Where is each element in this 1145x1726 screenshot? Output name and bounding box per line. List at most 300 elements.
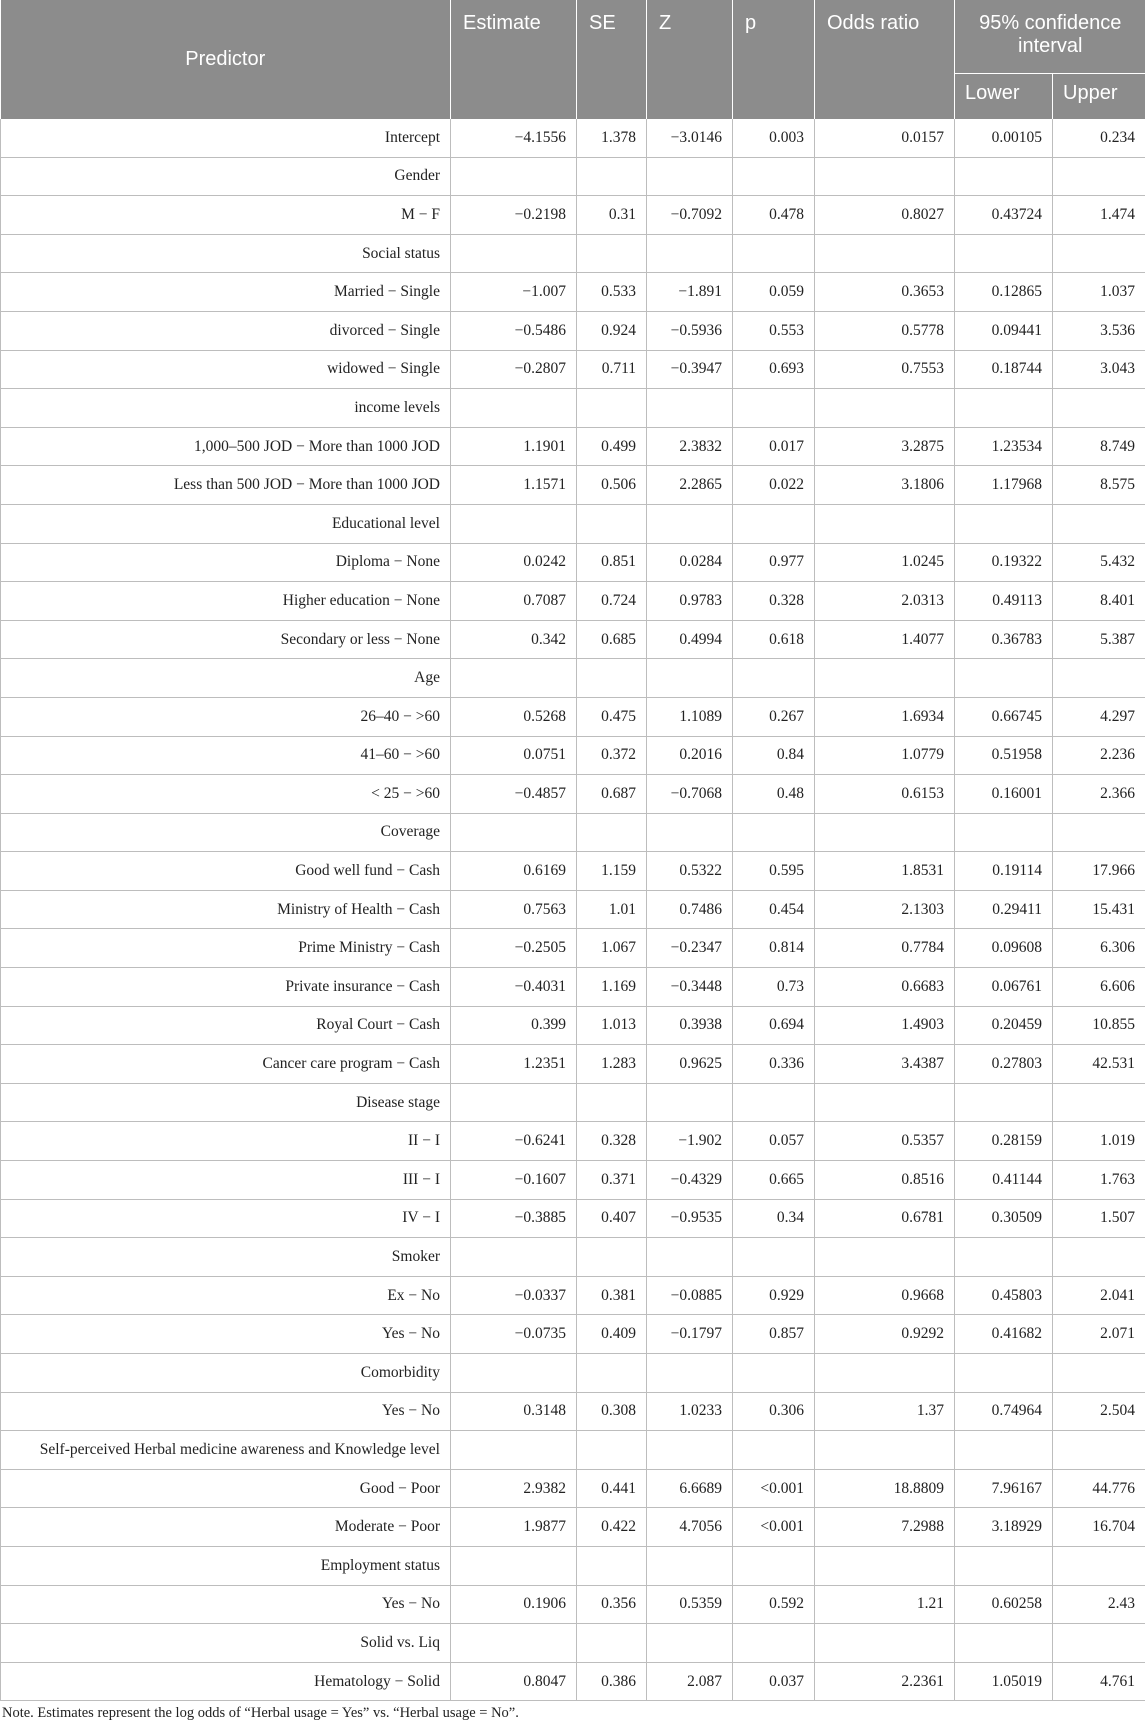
z-cell: −0.3448 <box>647 968 733 1007</box>
se-cell: 0.386 <box>577 1662 647 1701</box>
estimate-cell <box>451 1238 577 1277</box>
lower-cell <box>955 813 1053 852</box>
table-row <box>1 968 1145 1007</box>
odds-ratio-cell <box>815 659 955 698</box>
odds-ratio-cell <box>815 1354 955 1393</box>
table-row <box>1 119 1145 157</box>
estimate-cell: −0.5486 <box>451 311 577 350</box>
lower-cell: 0.09441 <box>955 311 1053 350</box>
predictor-cell: < 25 − >60 <box>1 775 451 814</box>
se-cell: 0.724 <box>577 582 647 621</box>
p-cell: 0.057 <box>733 1122 815 1161</box>
odds-ratio-cell: 0.7784 <box>815 929 955 968</box>
upper-cell: 5.432 <box>1053 543 1145 582</box>
predictor-cell: Cancer care program − Cash <box>1 1045 451 1084</box>
table-row <box>1 582 1145 621</box>
p-cell <box>733 1083 815 1122</box>
table-row <box>1 1469 1145 1508</box>
estimate-cell <box>451 1546 577 1585</box>
z-cell: −1.891 <box>647 273 733 312</box>
se-cell: 0.711 <box>577 350 647 389</box>
predictor-cell: Age <box>1 659 451 698</box>
lower-cell: 3.18929 <box>955 1508 1053 1547</box>
estimate-cell <box>451 1624 577 1663</box>
predictor-cell: II − I <box>1 1122 451 1161</box>
upper-cell: 44.776 <box>1053 1469 1145 1508</box>
se-cell: 1.01 <box>577 890 647 929</box>
predictor-cell: Ex − No <box>1 1276 451 1315</box>
se-cell: 0.441 <box>577 1469 647 1508</box>
upper-cell <box>1053 157 1145 196</box>
z-cell: −0.9535 <box>647 1199 733 1238</box>
predictor-cell: income levels <box>1 389 451 428</box>
p-cell: 0.478 <box>733 196 815 235</box>
p-cell: 0.003 <box>733 119 815 157</box>
se-cell: 0.372 <box>577 736 647 775</box>
z-cell: 0.0284 <box>647 543 733 582</box>
header-odds-ratio: Odds ratio <box>815 0 955 119</box>
lower-cell <box>955 659 1053 698</box>
odds-ratio-cell: 0.8027 <box>815 196 955 235</box>
estimate-cell <box>451 157 577 196</box>
p-cell <box>733 504 815 543</box>
upper-cell: 2.071 <box>1053 1315 1145 1354</box>
z-cell <box>647 157 733 196</box>
se-cell <box>577 234 647 273</box>
estimate-cell: 0.0242 <box>451 543 577 582</box>
predictor-cell: Yes − No <box>1 1315 451 1354</box>
predictor-cell: Hematology − Solid <box>1 1662 451 1701</box>
p-cell: 0.306 <box>733 1392 815 1431</box>
table-body <box>1 119 1145 1701</box>
table-row <box>1 504 1145 543</box>
predictor-cell: Educational level <box>1 504 451 543</box>
estimate-cell <box>451 659 577 698</box>
z-cell: −0.4329 <box>647 1161 733 1200</box>
upper-cell: 8.749 <box>1053 427 1145 466</box>
se-cell: 0.328 <box>577 1122 647 1161</box>
se-cell <box>577 1083 647 1122</box>
table-row <box>1 157 1145 196</box>
predictor-cell: M − F <box>1 196 451 235</box>
se-cell: 1.159 <box>577 852 647 891</box>
se-cell <box>577 1546 647 1585</box>
p-cell <box>733 1431 815 1470</box>
predictor-cell: Less than 500 JOD − More than 1000 JOD <box>1 466 451 505</box>
table-row <box>1 1585 1145 1624</box>
odds-ratio-cell <box>815 389 955 428</box>
estimate-cell: −0.6241 <box>451 1122 577 1161</box>
z-cell: −0.1797 <box>647 1315 733 1354</box>
predictor-cell: 1,000–500 JOD − More than 1000 JOD <box>1 427 451 466</box>
odds-ratio-cell: 3.4387 <box>815 1045 955 1084</box>
se-cell: 0.308 <box>577 1392 647 1431</box>
predictor-cell: Yes − No <box>1 1585 451 1624</box>
predictor-cell: Ministry of Health − Cash <box>1 890 451 929</box>
lower-cell: 1.05019 <box>955 1662 1053 1701</box>
odds-ratio-cell: 1.0779 <box>815 736 955 775</box>
z-cell: 0.5322 <box>647 852 733 891</box>
upper-cell: 2.43 <box>1053 1585 1145 1624</box>
se-cell: 0.407 <box>577 1199 647 1238</box>
header-z: Z <box>647 0 733 119</box>
table-row <box>1 1045 1145 1084</box>
p-cell: 0.267 <box>733 697 815 736</box>
se-cell: 0.499 <box>577 427 647 466</box>
odds-ratio-cell: 0.7553 <box>815 350 955 389</box>
predictor-cell: Moderate − Poor <box>1 1508 451 1547</box>
table-row <box>1 929 1145 968</box>
z-cell <box>647 1083 733 1122</box>
se-cell: 1.283 <box>577 1045 647 1084</box>
table-row <box>1 852 1145 891</box>
z-cell: 2.3832 <box>647 427 733 466</box>
table-row <box>1 1624 1145 1663</box>
p-cell: 0.037 <box>733 1662 815 1701</box>
p-cell: 0.693 <box>733 350 815 389</box>
estimate-cell: 1.1571 <box>451 466 577 505</box>
lower-cell: 0.19322 <box>955 543 1053 582</box>
p-cell <box>733 157 815 196</box>
z-cell <box>647 1238 733 1277</box>
table-row <box>1 1238 1145 1277</box>
table-row <box>1 1662 1145 1701</box>
lower-cell: 0.09608 <box>955 929 1053 968</box>
odds-ratio-cell: 1.6934 <box>815 697 955 736</box>
se-cell: 0.533 <box>577 273 647 312</box>
predictor-cell: Smoker <box>1 1238 451 1277</box>
z-cell: 0.9783 <box>647 582 733 621</box>
se-cell: 0.851 <box>577 543 647 582</box>
se-cell: 0.685 <box>577 620 647 659</box>
p-cell <box>733 1624 815 1663</box>
se-cell <box>577 1238 647 1277</box>
z-cell <box>647 1624 733 1663</box>
estimate-cell: −0.4857 <box>451 775 577 814</box>
estimate-cell: −0.4031 <box>451 968 577 1007</box>
predictor-cell: Higher education − None <box>1 582 451 621</box>
table-row <box>1 273 1145 312</box>
odds-ratio-cell: 0.6781 <box>815 1199 955 1238</box>
header-upper: Upper <box>1053 73 1145 119</box>
table-row <box>1 1199 1145 1238</box>
odds-ratio-cell: 2.0313 <box>815 582 955 621</box>
se-cell: 0.31 <box>577 196 647 235</box>
estimate-cell <box>451 504 577 543</box>
se-cell <box>577 1624 647 1663</box>
z-cell: −0.7092 <box>647 196 733 235</box>
p-cell: 0.592 <box>733 1585 815 1624</box>
z-cell: −0.0885 <box>647 1276 733 1315</box>
estimate-cell: −4.1556 <box>451 119 577 157</box>
upper-cell: 2.236 <box>1053 736 1145 775</box>
z-cell: 0.9625 <box>647 1045 733 1084</box>
se-cell: 0.371 <box>577 1161 647 1200</box>
lower-cell: 0.36783 <box>955 620 1053 659</box>
p-cell <box>733 1354 815 1393</box>
z-cell: −3.0146 <box>647 119 733 157</box>
upper-cell <box>1053 1238 1145 1277</box>
p-cell: 0.34 <box>733 1199 815 1238</box>
predictor-cell: Private insurance − Cash <box>1 968 451 1007</box>
predictor-cell: Prime Ministry − Cash <box>1 929 451 968</box>
z-cell: 0.7486 <box>647 890 733 929</box>
upper-cell <box>1053 1431 1145 1470</box>
predictor-cell: Gender <box>1 157 451 196</box>
upper-cell: 3.043 <box>1053 350 1145 389</box>
p-cell: 0.857 <box>733 1315 815 1354</box>
odds-ratio-cell: 1.0245 <box>815 543 955 582</box>
p-cell: 0.694 <box>733 1006 815 1045</box>
table-row <box>1 1354 1145 1393</box>
z-cell: 0.5359 <box>647 1585 733 1624</box>
lower-cell: 0.18744 <box>955 350 1053 389</box>
se-cell <box>577 813 647 852</box>
predictor-cell: III − I <box>1 1161 451 1200</box>
odds-ratio-cell: 0.5357 <box>815 1122 955 1161</box>
upper-cell: 42.531 <box>1053 1045 1145 1084</box>
z-cell: 0.2016 <box>647 736 733 775</box>
odds-ratio-cell: 0.6683 <box>815 968 955 1007</box>
lower-cell: 0.16001 <box>955 775 1053 814</box>
upper-cell <box>1053 234 1145 273</box>
estimate-cell: 0.399 <box>451 1006 577 1045</box>
se-cell: 0.409 <box>577 1315 647 1354</box>
table-row <box>1 775 1145 814</box>
odds-ratio-cell <box>815 813 955 852</box>
lower-cell: 0.28159 <box>955 1122 1053 1161</box>
predictor-cell: Disease stage <box>1 1083 451 1122</box>
table-row <box>1 427 1145 466</box>
z-cell: 4.7056 <box>647 1508 733 1547</box>
upper-cell <box>1053 813 1145 852</box>
odds-ratio-cell <box>815 1624 955 1663</box>
odds-ratio-cell: 0.6153 <box>815 775 955 814</box>
estimate-cell: −0.2198 <box>451 196 577 235</box>
se-cell: 1.378 <box>577 119 647 157</box>
p-cell: 0.595 <box>733 852 815 891</box>
predictor-cell: IV − I <box>1 1199 451 1238</box>
p-cell <box>733 1238 815 1277</box>
odds-ratio-cell <box>815 1083 955 1122</box>
table-row <box>1 234 1145 273</box>
table-row <box>1 350 1145 389</box>
z-cell: 1.0233 <box>647 1392 733 1431</box>
upper-cell: 1.507 <box>1053 1199 1145 1238</box>
lower-cell: 0.41144 <box>955 1161 1053 1200</box>
z-cell <box>647 1431 733 1470</box>
odds-ratio-cell: 1.4077 <box>815 620 955 659</box>
predictor-cell: Yes − No <box>1 1392 451 1431</box>
estimate-cell: 0.3148 <box>451 1392 577 1431</box>
lower-cell <box>955 1354 1053 1393</box>
lower-cell: 0.29411 <box>955 890 1053 929</box>
z-cell: −1.902 <box>647 1122 733 1161</box>
estimate-cell: 0.5268 <box>451 697 577 736</box>
estimate-cell: −0.0735 <box>451 1315 577 1354</box>
odds-ratio-cell: 2.1303 <box>815 890 955 929</box>
upper-cell: 8.401 <box>1053 582 1145 621</box>
table-row <box>1 1431 1145 1470</box>
estimate-cell: 1.1901 <box>451 427 577 466</box>
lower-cell: 1.17968 <box>955 466 1053 505</box>
predictor-cell: Good well fund − Cash <box>1 852 451 891</box>
se-cell: 0.475 <box>577 697 647 736</box>
p-cell: <0.001 <box>733 1508 815 1547</box>
lower-cell: 0.43724 <box>955 196 1053 235</box>
odds-ratio-cell: 18.8809 <box>815 1469 955 1508</box>
upper-cell: 1.474 <box>1053 196 1145 235</box>
table-row <box>1 1315 1145 1354</box>
p-cell: 0.814 <box>733 929 815 968</box>
se-cell <box>577 1354 647 1393</box>
header-predictor: Predictor <box>1 0 451 119</box>
lower-cell <box>955 157 1053 196</box>
upper-cell: 8.575 <box>1053 466 1145 505</box>
predictor-cell: Employment status <box>1 1546 451 1585</box>
se-cell <box>577 389 647 428</box>
table-row <box>1 813 1145 852</box>
p-cell: 0.48 <box>733 775 815 814</box>
table-row <box>1 1083 1145 1122</box>
upper-cell: 16.704 <box>1053 1508 1145 1547</box>
odds-ratio-cell: 3.1806 <box>815 466 955 505</box>
table-row <box>1 1161 1145 1200</box>
lower-cell: 0.19114 <box>955 852 1053 891</box>
z-cell: 1.1089 <box>647 697 733 736</box>
lower-cell <box>955 1546 1053 1585</box>
table-row <box>1 466 1145 505</box>
lower-cell: 7.96167 <box>955 1469 1053 1508</box>
estimate-cell <box>451 1354 577 1393</box>
z-cell <box>647 659 733 698</box>
upper-cell: 1.019 <box>1053 1122 1145 1161</box>
p-cell: 0.665 <box>733 1161 815 1200</box>
upper-cell <box>1053 389 1145 428</box>
upper-cell <box>1053 1083 1145 1122</box>
predictor-cell: Self-perceived Herbal medicine awareness and Knowledge level <box>1 1431 451 1470</box>
predictor-cell: 26–40 − >60 <box>1 697 451 736</box>
upper-cell: 3.536 <box>1053 311 1145 350</box>
table-row <box>1 620 1145 659</box>
estimate-cell <box>451 1083 577 1122</box>
lower-cell: 0.60258 <box>955 1585 1053 1624</box>
table-row <box>1 697 1145 736</box>
predictor-cell: Secondary or less − None <box>1 620 451 659</box>
header-confidence-interval: 95% confidence interval <box>955 0 1145 73</box>
table-row <box>1 659 1145 698</box>
odds-ratio-cell <box>815 234 955 273</box>
odds-ratio-cell: 7.2988 <box>815 1508 955 1547</box>
p-cell: 0.553 <box>733 311 815 350</box>
p-cell: 0.336 <box>733 1045 815 1084</box>
z-cell <box>647 1354 733 1393</box>
upper-cell: 2.504 <box>1053 1392 1145 1431</box>
z-cell: −0.2347 <box>647 929 733 968</box>
p-cell <box>733 659 815 698</box>
estimate-cell: 1.2351 <box>451 1045 577 1084</box>
se-cell: 0.356 <box>577 1585 647 1624</box>
z-cell: 2.2865 <box>647 466 733 505</box>
se-cell <box>577 504 647 543</box>
estimate-cell <box>451 389 577 428</box>
odds-ratio-cell: 1.21 <box>815 1585 955 1624</box>
se-cell: 1.067 <box>577 929 647 968</box>
se-cell <box>577 659 647 698</box>
estimate-cell: 0.0751 <box>451 736 577 775</box>
predictor-cell: Coverage <box>1 813 451 852</box>
se-cell: 0.381 <box>577 1276 647 1315</box>
se-cell: 0.924 <box>577 311 647 350</box>
z-cell <box>647 1546 733 1585</box>
table-row <box>1 1508 1145 1547</box>
table-row <box>1 1122 1145 1161</box>
upper-cell <box>1053 1546 1145 1585</box>
odds-ratio-cell: 0.8516 <box>815 1161 955 1200</box>
p-cell: 0.84 <box>733 736 815 775</box>
predictor-cell: 41–60 − >60 <box>1 736 451 775</box>
se-cell: 0.422 <box>577 1508 647 1547</box>
upper-cell: 6.606 <box>1053 968 1145 1007</box>
upper-cell: 4.761 <box>1053 1662 1145 1701</box>
se-cell <box>577 1431 647 1470</box>
estimate-cell: 0.1906 <box>451 1585 577 1624</box>
z-cell <box>647 234 733 273</box>
predictor-cell: Good − Poor <box>1 1469 451 1508</box>
z-cell: −0.7068 <box>647 775 733 814</box>
upper-cell: 15.431 <box>1053 890 1145 929</box>
lower-cell <box>955 1238 1053 1277</box>
odds-ratio-cell: 0.5778 <box>815 311 955 350</box>
p-cell <box>733 389 815 428</box>
odds-ratio-cell: 0.9292 <box>815 1315 955 1354</box>
se-cell: 1.169 <box>577 968 647 1007</box>
odds-ratio-cell <box>815 157 955 196</box>
estimate-cell: −0.2505 <box>451 929 577 968</box>
predictor-cell: Married − Single <box>1 273 451 312</box>
odds-ratio-cell: 0.9668 <box>815 1276 955 1315</box>
predictor-cell: Diploma − None <box>1 543 451 582</box>
upper-cell: 2.366 <box>1053 775 1145 814</box>
estimate-cell: 0.8047 <box>451 1662 577 1701</box>
z-cell: 0.4994 <box>647 620 733 659</box>
estimate-cell: 1.9877 <box>451 1508 577 1547</box>
odds-ratio-cell <box>815 1546 955 1585</box>
z-cell <box>647 504 733 543</box>
p-cell: 0.022 <box>733 466 815 505</box>
predictor-cell: Royal Court − Cash <box>1 1006 451 1045</box>
table-note: Note. Estimates represent the log odds of “Herbal usage = Yes” vs. “Herbal usage = No”. <box>0 1701 1145 1726</box>
odds-ratio-cell: 0.3653 <box>815 273 955 312</box>
estimate-cell: −0.1607 <box>451 1161 577 1200</box>
estimate-cell <box>451 1431 577 1470</box>
estimate-cell: 0.7563 <box>451 890 577 929</box>
upper-cell: 1.037 <box>1053 273 1145 312</box>
p-cell: 0.618 <box>733 620 815 659</box>
lower-cell: 0.20459 <box>955 1006 1053 1045</box>
odds-ratio-cell: 2.2361 <box>815 1662 955 1701</box>
table-row <box>1 736 1145 775</box>
upper-cell: 0.234 <box>1053 119 1145 157</box>
header-lower: Lower <box>955 73 1053 119</box>
table-row <box>1 1546 1145 1585</box>
lower-cell <box>955 1431 1053 1470</box>
p-cell: <0.001 <box>733 1469 815 1508</box>
upper-cell: 17.966 <box>1053 852 1145 891</box>
lower-cell: 0.49113 <box>955 582 1053 621</box>
header-p: p <box>733 0 815 119</box>
upper-cell: 5.387 <box>1053 620 1145 659</box>
